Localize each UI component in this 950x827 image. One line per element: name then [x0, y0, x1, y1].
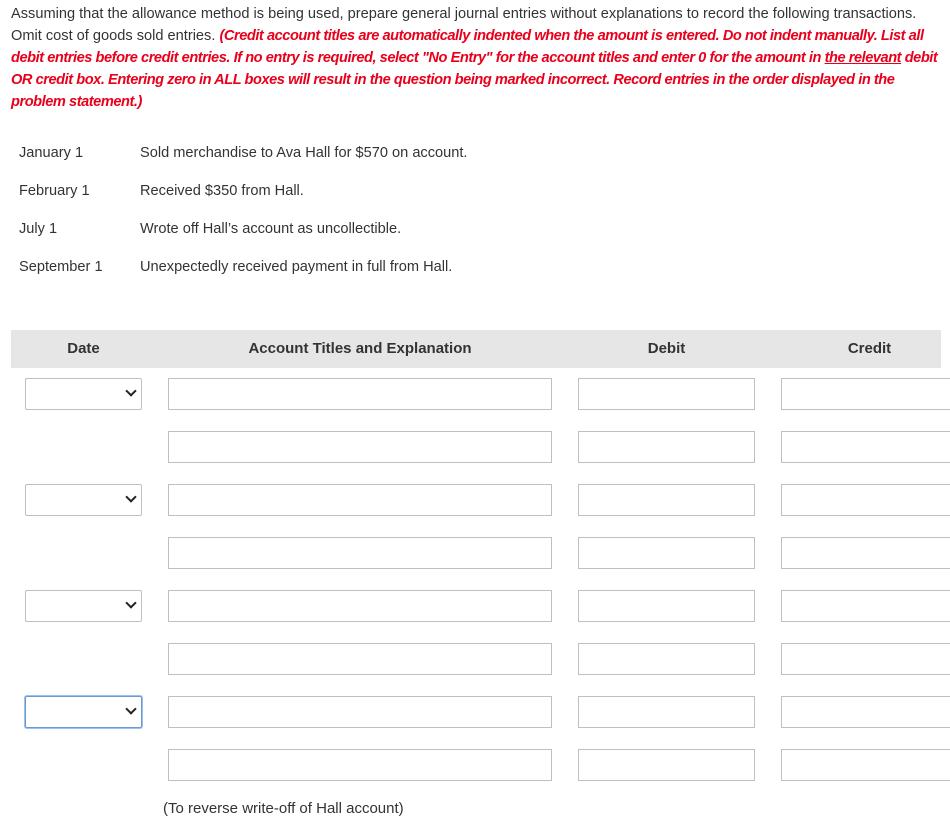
- transaction-description: Received $350 from Hall.: [140, 183, 304, 199]
- transaction-date: July 1: [19, 221, 58, 237]
- date-select[interactable]: [25, 484, 142, 516]
- account-title-input[interactable]: [168, 484, 552, 516]
- chevron-down-icon: [125, 385, 136, 396]
- journal-row: [11, 484, 941, 516]
- journal-row: [11, 749, 941, 781]
- debit-input[interactable]: [578, 431, 755, 463]
- credit-input[interactable]: [781, 378, 950, 410]
- instructions-red-text: (Credit account titles are automatically indented when the amount is entered. Do not indent manually. List all debit entries before credit entries. If no entry is required, select "No Entry" for the account titles and enter 0 for the amount in: [11, 28, 924, 66]
- debit-input[interactable]: [578, 484, 755, 516]
- transaction-date: February 1: [19, 183, 90, 199]
- journal-row: [11, 537, 941, 569]
- instructions-underlined: the relevant: [824, 50, 902, 66]
- debit-input[interactable]: [578, 696, 755, 728]
- date-select[interactable]: [25, 696, 142, 728]
- entry-explanation-note: (To reverse write-off of Hall account): [163, 800, 404, 817]
- account-title-input[interactable]: [168, 537, 552, 569]
- account-title-input[interactable]: [168, 643, 552, 675]
- debit-input[interactable]: [578, 643, 755, 675]
- account-title-input[interactable]: [168, 696, 552, 728]
- debit-input[interactable]: [578, 378, 755, 410]
- account-title-input[interactable]: [168, 378, 552, 410]
- credit-input[interactable]: [781, 643, 950, 675]
- transaction-description: Wrote off Hall’s account as uncollectible.: [140, 221, 402, 237]
- header-credit: Credit: [847, 340, 892, 357]
- account-title-input[interactable]: [168, 749, 552, 781]
- header-debit: Debit: [647, 340, 686, 357]
- header-date: Date: [67, 340, 100, 357]
- instructions-red-text-2: debit OR credit box. Entering zero in ALL boxes will result in the question being marked incorrect. Record entries in the order displayed in the problem statement.): [11, 50, 938, 110]
- chevron-down-icon: [125, 491, 136, 502]
- transaction-description: Sold merchandise to Ava Hall for $570 on account.: [140, 145, 468, 161]
- journal-row: [11, 643, 941, 675]
- header-account-titles: Account Titles and Explanation: [248, 340, 472, 357]
- journal-row: [11, 431, 941, 463]
- date-select[interactable]: [25, 590, 142, 622]
- debit-input[interactable]: [578, 590, 755, 622]
- credit-input[interactable]: [781, 484, 950, 516]
- credit-input[interactable]: [781, 590, 950, 622]
- credit-input[interactable]: [781, 431, 950, 463]
- credit-input[interactable]: [781, 749, 950, 781]
- journal-row: [11, 696, 941, 728]
- journal-row: [11, 378, 941, 410]
- journal-header-row: [11, 330, 941, 368]
- credit-input[interactable]: [781, 696, 950, 728]
- debit-input[interactable]: [578, 749, 755, 781]
- transaction-date: January 1: [19, 145, 84, 161]
- chevron-down-icon: [125, 703, 136, 714]
- journal-row: [11, 590, 941, 622]
- instructions-text: Assuming that the allowance method is being used, prepare general journal entries without explanations to record the following transactions. Omit cost of goods sold entries.: [11, 6, 917, 44]
- debit-input[interactable]: [578, 537, 755, 569]
- transaction-description: Unexpectedly received payment in full from Hall.: [140, 259, 453, 275]
- account-title-input[interactable]: [168, 431, 552, 463]
- credit-input[interactable]: [781, 537, 950, 569]
- transaction-date: September 1: [19, 259, 103, 275]
- account-title-input[interactable]: [168, 590, 552, 622]
- chevron-down-icon: [125, 597, 136, 608]
- instructions: [11, 3, 941, 113]
- date-select[interactable]: [25, 378, 142, 410]
- journal-entry-table: [11, 330, 941, 368]
